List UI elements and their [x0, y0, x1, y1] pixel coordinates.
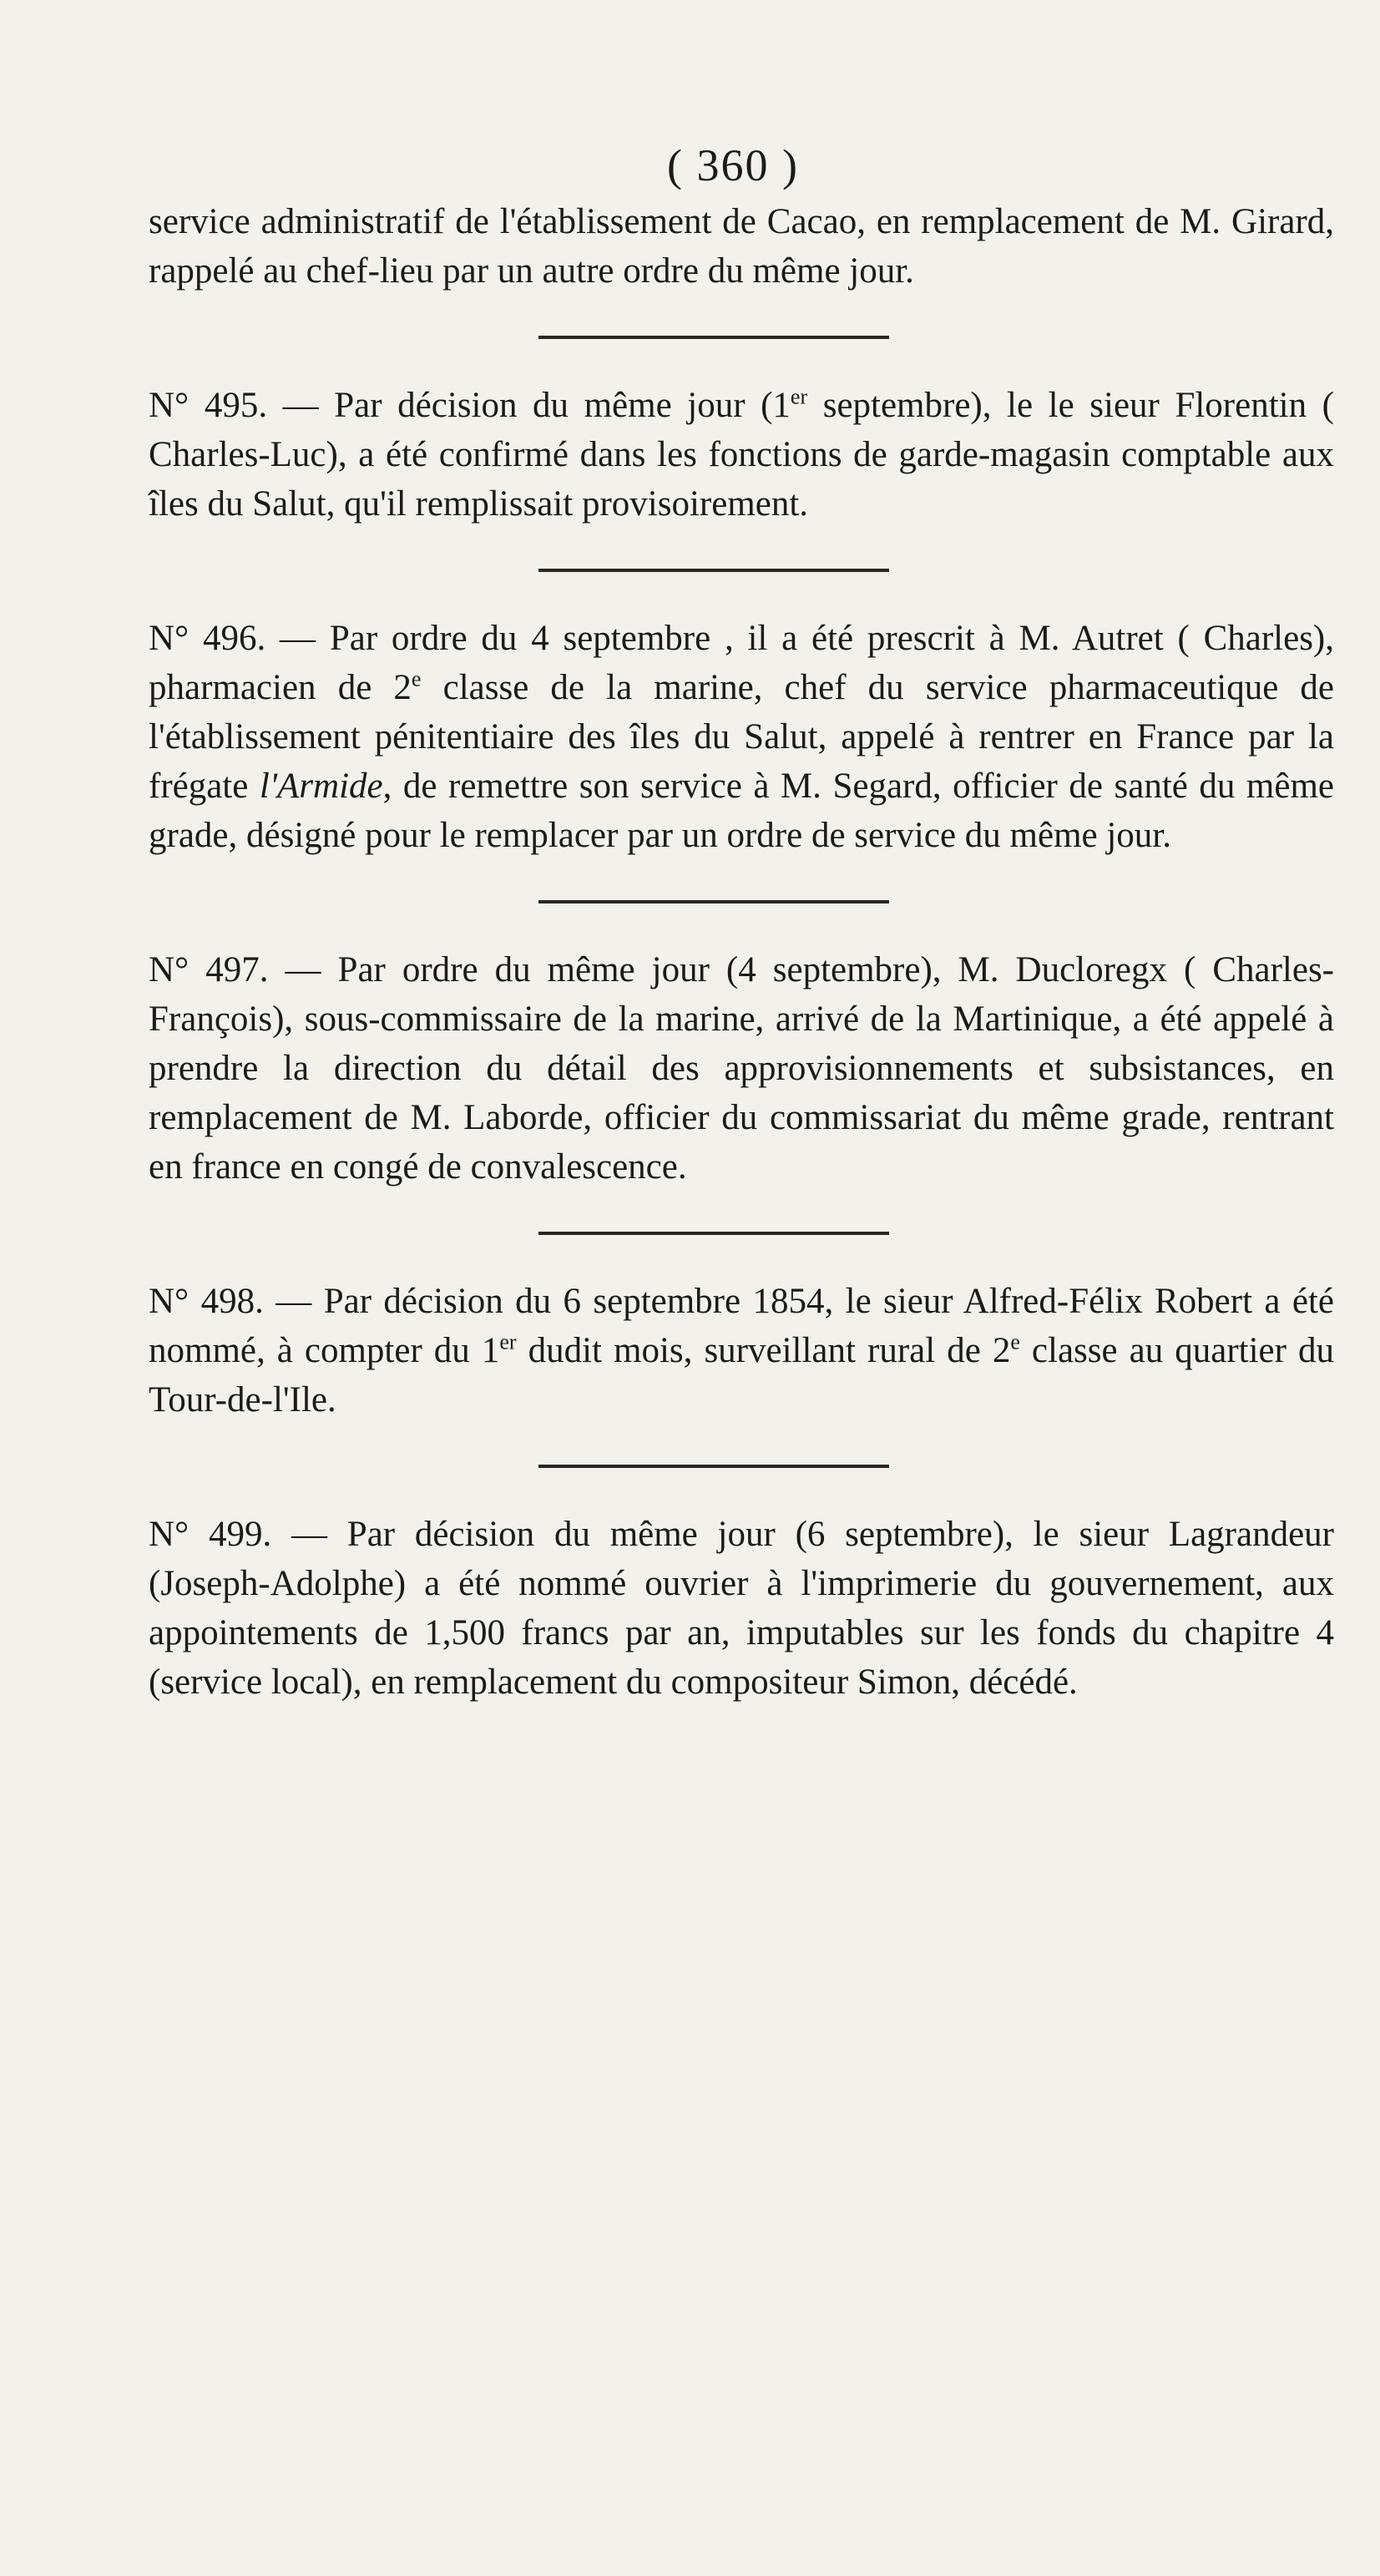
- page-number: ( 360 ): [667, 140, 799, 190]
- entry-number: N° 496.: [149, 619, 266, 658]
- section-divider: [538, 1232, 889, 1235]
- section-divider: [538, 336, 889, 339]
- entry-497: N° 497. — Par ordre du même jour (4 septembre), M. Ducloregx ( Charles-François), sous-commissaire de la marine, arrivé de la Martinique, a été appelé à prendre la direction du détail des approvisionnements et subsistances, en remplacement de M. Laborde, officier du commissariat du même grade, rentrant en france en congé de convalescence.: [149, 950, 1335, 1187]
- section-divider: [538, 569, 889, 572]
- intro-paragraph: service administratif de l'établissement de Cacao, en remplacement de M. Girard, rappelé au chef-lieu par un autre ordre du même jour.: [149, 202, 1334, 291]
- document-page: [149, 140, 1334, 1707]
- entry-number: N° 498.: [149, 1282, 264, 1321]
- entry-495: N° 495. — Par décision du même jour (1er septembre), le le sieur Florentin ( Charles-Luc), a été confirmé dans les fonctions de garde-magasin comptable aux îles du Salut, qu'il remplissait provisoirement.: [149, 384, 1335, 524]
- section-divider: [538, 900, 889, 903]
- entry-498: N° 498. — Par décision du 6 septembre 1854, le sieur Alfred-Félix Robert a été nommé, à compter du 1er dudit mois, surveillant rural de 2e classe au quartier du Tour-de-l'Ile.: [149, 1282, 1335, 1420]
- ship-name: l'Armide: [259, 767, 383, 806]
- entry-496: N° 496. — Par ordre du 4 septembre , il a été prescrit à M. Autret ( Charles), pharmacien de 2e classe de la marine, chef du service pharmaceutique de l'établissement pénitentiaire des îles du Salut, appelé à rentrer en France par la frégate l'Armide, de remettre son service à M. Segard, officier de santé du même grade, désigné pour le remplacer par un ordre de service du même jour.: [149, 619, 1335, 855]
- entry-number: N° 499.: [149, 1515, 272, 1554]
- entry-499: N° 499. — Par décision du même jour (6 septembre), le sieur Lagrandeur (Joseph-Adolphe) a été nommé ouvrier à l'imprimerie du gouvernement, aux appointements de 1,500 francs par an, imputables sur les fonds du chapitre 4 (service local), en remplacement du compositeur Simon, décédé.: [149, 1515, 1334, 1702]
- section-divider: [538, 1465, 889, 1468]
- entry-number: N° 495.: [149, 386, 268, 425]
- entry-number: N° 497.: [149, 950, 269, 989]
